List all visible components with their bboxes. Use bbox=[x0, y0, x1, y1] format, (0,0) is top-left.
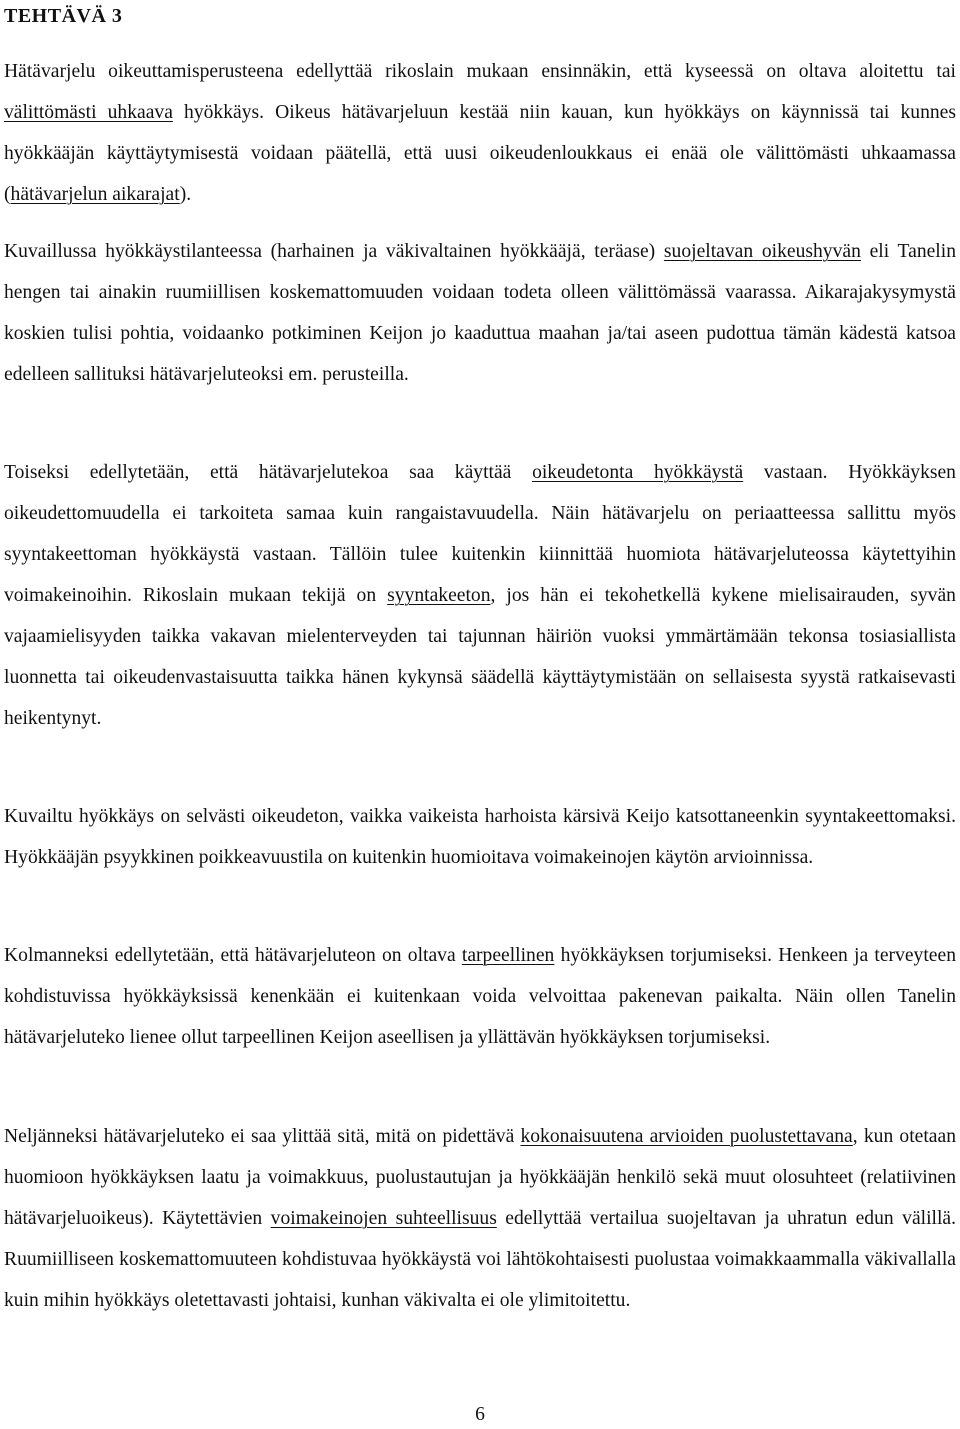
text-run: Neljänneksi hätävarjeluteko ei saa ylittää sitä, mitä on pidettävä bbox=[4, 1126, 521, 1147]
text-run: vastaan. Hyökkäyksen oikeudettomuudella ei tarkoiteta samaa kuin rangaistavuudella. Näin hätävarjelu on periaatteessa sallittu myös syyntakeettoman hyökkäystä vastaan. Tällöin tulee kuitenkin kiinnittää huomiota hätävarjeluteossa käytettyihin voimakeinoihin. Rikoslain mukaan tekijä on bbox=[4, 462, 956, 606]
paragraph-2 bbox=[4, 231, 956, 395]
text-run: eli Tanelin hengen tai ainakin ruumiillisen koskemattomuuden voidaan todeta olleen välittömässä vaarassa. Aikarajakysymystä koskien tulisi pohtia, voidaanko potkiminen Keijon jo kaaduttua maahan ja/tai aseen pudottua tämän kädestä katsoa edelleen sallituksi hätävarjeluteoksi em. perusteilla. bbox=[4, 241, 956, 385]
paragraph-5 bbox=[4, 935, 956, 1058]
underlined-term: kokonaisuutena arvioiden puolustettavana bbox=[520, 1126, 853, 1147]
text-run: , kun otetaan huomioon hyökkäyksen laatu ja voimakkuus, puolustautujan ja hyökkääjän henkilö sekä muut olosuhteet (relatiivinen hätävarjeluoikeus). Käytettävien bbox=[4, 1126, 956, 1229]
document-heading: TEHTÄVÄ 3 bbox=[4, 5, 123, 27]
paragraph-3 bbox=[4, 452, 956, 739]
text-run: Toiseksi edellytetään, että hätävarjelutekoa saa käyttää bbox=[4, 462, 533, 483]
paragraph-6 bbox=[4, 1116, 956, 1321]
underlined-term: voimakeinojen suhteellisuus bbox=[270, 1208, 497, 1229]
underlined-term: syyntakeeton bbox=[387, 585, 491, 606]
text-run: , jos hän ei tekohetkellä kykene mielisairauden, syvän vajaamielisyyden taikka vakavan mielenterveyden tai tajunnan häiriön vuoksi ymmärtämään tekonsa tosiasiallista luonnetta tai oikeudenvastaisuutta taikka hänen kykynsä säädellä käyttäytymistään on sellaisesta syystä ratkaisevasti heikentynyt. bbox=[4, 585, 956, 729]
text-run: hyökkäyksen torjumiseksi. Henkeen ja terveyteen kohdistuvissa hyökkäyksissä kenenkään ei kuitenkaan voida velvoittaa pakenevan paikalta. Näin ollen Tanelin hätävarjeluteko lienee ollut tarpeellinen Keijon aseellisen ja yllättävän hyökkäyksen torjumiseksi. bbox=[4, 945, 956, 1048]
paragraph-4 bbox=[4, 796, 956, 878]
text-run: Hätävarjelu oikeuttamisperusteena edellyttää rikoslain mukaan ensinnäkin, että kyseessä on oltava aloitettu tai bbox=[4, 61, 956, 82]
underlined-term: välittömästi uhkaava bbox=[4, 102, 173, 123]
page-number: 6 bbox=[475, 1404, 485, 1425]
text-run: Kolmanneksi edellytetään, että hätävarjeluteon on oltava bbox=[4, 945, 462, 966]
text-run: hyökkäys. Oikeus hätävarjeluun kestää niin kauan, kun hyökkäys on käynnissä tai kunnes hyökkääjän käyttäytymisestä voidaan päätellä, että uusi oikeudenloukkaus ei enää ole välittömästi uhkaamassa ( bbox=[4, 102, 956, 205]
text-run: edellyttää vertailua suojeltavan ja uhratun edun välillä. Ruumiilliseen koskemattomuuteen kohdistuvaa hyökkäystä voi lähtökohtaisesti puolustaa voimakkaammalla väkivallalla kuin mihin hyökkäys oletettavasti johtaisi, kunhan väkivalta ei ole ylimitoitettu. bbox=[4, 1208, 957, 1311]
paragraph-1 bbox=[4, 51, 956, 215]
text-run: Kuvailtu hyökkäys on selvästi oikeudeton, vaikka vaikeista harhoista kärsivä Keijo katsottaneenkin syyntakeettomaksi. Hyökkääjän psyykkinen poikkeavuustila on kuitenkin huomioitava voimakeinojen käytön arvioinnissa. bbox=[4, 806, 956, 868]
text-run: ). bbox=[179, 184, 192, 205]
text-run: Kuvaillussa hyökkäystilanteessa (harhainen ja väkivaltainen hyökkääjä, teräase) bbox=[4, 241, 664, 262]
underlined-term: tarpeellinen bbox=[461, 945, 555, 966]
underlined-term: hätävarjelun aikarajat bbox=[10, 184, 180, 205]
underlined-term: oikeudetonta hyökkäystä bbox=[532, 462, 744, 483]
underlined-term: suojeltavan oikeushyvän bbox=[663, 241, 861, 262]
